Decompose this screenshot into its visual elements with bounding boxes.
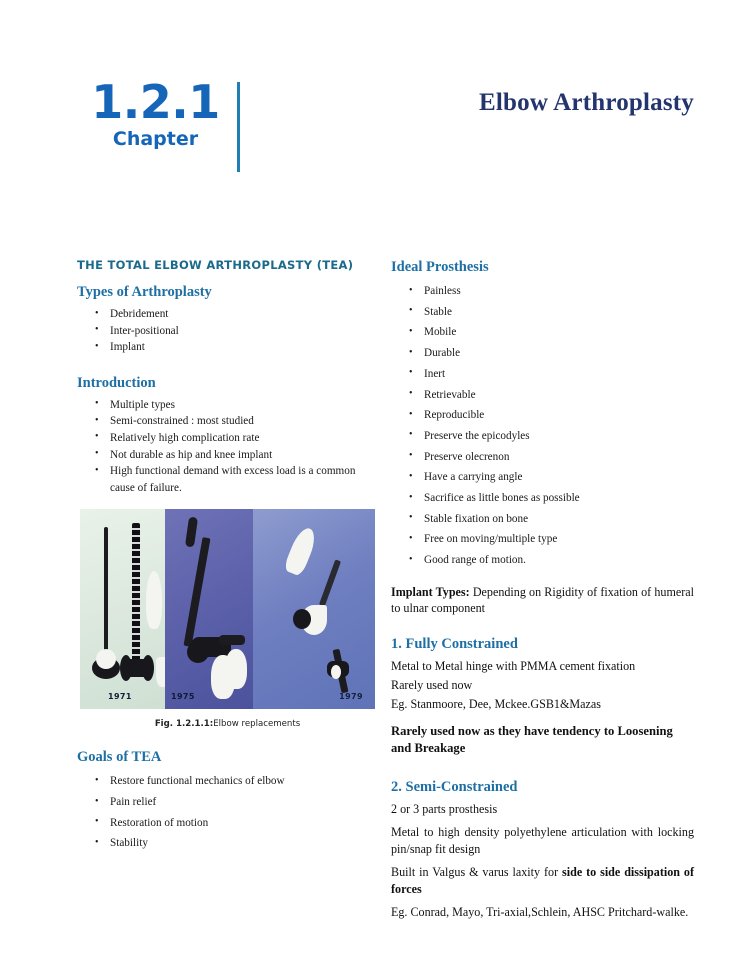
chapter-word-label: Chapter bbox=[112, 128, 199, 150]
paragraph-implant-types bbox=[391, 584, 694, 617]
semi-constrained-line-3 bbox=[391, 864, 694, 897]
semi-constrained-line-4: Eg. Conrad, Mayo, Tri-axial,Schlein, AHSC Pritchard-walke. bbox=[391, 904, 689, 919]
list-item: • Restore functional mechanics of elbow bbox=[77, 771, 379, 792]
fully-constrained-bold-note: Rarely used now as they have tendency to Loosening and Breakage bbox=[391, 723, 673, 756]
page-title: Elbow Arthroplasty bbox=[479, 89, 694, 116]
list-item: • Good range of motion. bbox=[391, 550, 694, 571]
figure-image bbox=[80, 509, 375, 709]
list-item: • High functional demand with excess load is a common cause of failure. bbox=[77, 463, 379, 496]
list-item: • Preserve the epicodyles bbox=[391, 426, 694, 447]
fully-constrained-line-1: Metal to Metal hinge with PMMA cement fixation bbox=[391, 658, 636, 673]
list-types-of-arthroplasty bbox=[77, 306, 379, 356]
list-item: • Preserve olecrenon bbox=[391, 447, 694, 468]
semi-constrained-line-3-bold: side to side dissipation of forces bbox=[391, 865, 694, 896]
heading-semi-constrained: 2. Semi-Constrained bbox=[391, 778, 518, 795]
header-vertical-rule bbox=[237, 82, 240, 172]
right-column bbox=[391, 258, 694, 927]
implant-types-label: Implant Types: bbox=[391, 584, 470, 599]
list-item: • Have a carrying angle bbox=[391, 467, 694, 488]
list-ideal-prosthesis bbox=[391, 281, 694, 571]
implant-types-text: Depending on Rigidity of fixation of humeral to ulnar component bbox=[391, 584, 694, 616]
list-item: • Stable bbox=[391, 302, 694, 323]
left-column bbox=[77, 258, 379, 854]
list-item: • Pain relief bbox=[77, 792, 379, 813]
list-item: • Painless bbox=[391, 281, 694, 302]
heading-fully-constrained: 1. Fully Constrained bbox=[391, 635, 518, 652]
list-introduction bbox=[77, 397, 379, 497]
list-item: • Not durable as hip and knee implant bbox=[77, 447, 379, 464]
fully-constrained-line-2: Rarely used now bbox=[391, 678, 473, 693]
list-goals-of-tea bbox=[77, 771, 379, 854]
list-item: • Mobile bbox=[391, 322, 694, 343]
list-item: • Inert bbox=[391, 364, 694, 385]
list-item: • Semi-constrained : most studied bbox=[77, 413, 379, 430]
list-item: • Retrievable bbox=[391, 385, 694, 406]
list-item: • Inter-positional bbox=[77, 323, 379, 340]
fully-constrained-line-3: Eg. Stanmoore, Dee, Mckee.GSB1&Mazas bbox=[391, 697, 601, 712]
figure-panel-1975 bbox=[165, 509, 253, 709]
semi-constrained-line-2: Metal to high density polyethylene articulation with locking pin/snap fit design bbox=[391, 825, 694, 856]
chapter-header bbox=[0, 70, 752, 180]
figure-year-label: 1971 bbox=[108, 692, 132, 702]
figure-panel-1971 bbox=[80, 509, 165, 709]
heading-goals-of-tea: Goals of TEA bbox=[77, 749, 162, 766]
list-item: • Stable fixation on bone bbox=[391, 509, 694, 530]
list-item: • Durable bbox=[391, 343, 694, 364]
figure-year-label: 1975 bbox=[171, 692, 195, 702]
heading-ideal-prosthesis: Ideal Prosthesis bbox=[391, 259, 489, 275]
list-item: • Sacrifice as little bones as possible bbox=[391, 488, 694, 509]
figure-year-label: 1979 bbox=[339, 692, 363, 702]
list-item: • Stability bbox=[77, 833, 379, 854]
chapter-number: 1.2.1 bbox=[91, 75, 220, 129]
figure-caption-text: Elbow replacements bbox=[213, 719, 301, 730]
figure-caption-label: Fig. 1.2.1.1: bbox=[154, 719, 214, 730]
list-item: • Reproducible bbox=[391, 405, 694, 426]
heading-types-of-arthroplasty: Types of Arthroplasty bbox=[77, 284, 212, 300]
list-item: • Implant bbox=[77, 339, 379, 356]
list-item: • Relatively high complication rate bbox=[77, 430, 379, 447]
list-item: • Debridement bbox=[77, 306, 379, 323]
semi-constrained-line-1: 2 or 3 parts prosthesis bbox=[391, 801, 498, 816]
list-item: • Restoration of motion bbox=[77, 813, 379, 834]
figure-elbow-replacements bbox=[80, 509, 375, 730]
figure-panel-1979 bbox=[253, 509, 375, 709]
list-item: • Multiple types bbox=[77, 397, 379, 414]
figure-caption bbox=[80, 718, 375, 730]
chapter-mark bbox=[88, 75, 223, 150]
heading-introduction: Introduction bbox=[77, 374, 156, 391]
heading-total-elbow-arthroplasty: THE TOTAL ELBOW ARTHROPLASTY (TEA) bbox=[77, 258, 354, 272]
list-item: • Free on moving/multiple type bbox=[391, 529, 694, 550]
semi-constrained-line-3-prefix: Built in Valgus & varus laxity for bbox=[391, 865, 563, 880]
